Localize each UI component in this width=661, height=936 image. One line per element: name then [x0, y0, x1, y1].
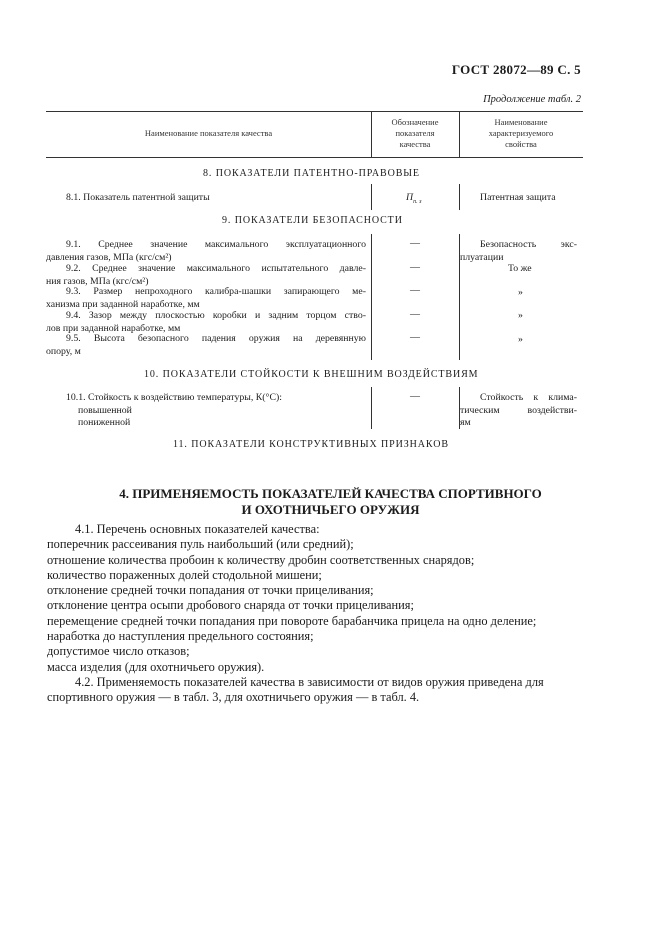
section-9-title: 9. ПОКАЗАТЕЛИ БЕЗОПАСНОСТИ [222, 215, 403, 226]
section-8-title: 8. ПОКАЗАТЕЛИ ПАТЕНТНО-ПРАВОВЫЕ [203, 168, 420, 179]
list-item: отклонение средней точки попадания от точки прицеливания; [47, 583, 374, 598]
list-item: допустимое число отказов; [47, 644, 190, 659]
row-9-3-name: 9.3. Размер непроходного калибра-шашки запирающего ме- ханизма при заданной наработке, мм [46, 286, 366, 310]
paragraph-4-1: 4.1. Перечень основных показателей качества: [75, 522, 320, 536]
row-9-4-symbol: — [410, 309, 420, 320]
table-continuation-label: Продолжение табл. 2 [483, 94, 581, 105]
row-8-1-name: 8.1. Показатель патентной защиты [66, 192, 210, 203]
list-item: перемещение средней точки попадания при повороте барабанчика прицела на одно деление; [47, 613, 537, 628]
section-4-title: 4. ПРИМЕНЯЕМОСТЬ ПОКАЗАТЕЛЕЙ КАЧЕСТВА СПОРТИВНОГО И ОХОТНИЧЬЕГО ОРУЖИЯ [119, 486, 542, 517]
row-10-1-symbol: — [410, 391, 420, 402]
row-9-2-name: 9.2. Среднее значение максимального испытательного давле- ния газов, МПа (кгс/см²) [46, 263, 366, 287]
row-10-1-property: Стойкость к клима- тическим воздействи- ям [460, 392, 577, 428]
sec9-divider-1 [371, 234, 372, 360]
paragraph-4-2: 4.2. Применяемость показателей качества в зависимости от видов оружия приведена для спортивного оружия — в табл. 3, для охотничьего оружия — в табл. 4. [47, 675, 544, 705]
row-9-5-symbol: — [410, 332, 420, 343]
row-9-4-name: 9.4. Зазор между плоскостью коробки и задним торцом ство- лов при заданной наработке, мм [46, 310, 366, 334]
list-item: наработка до наступления предельного состояния; [47, 629, 314, 644]
row-9-3-property: » [518, 287, 523, 298]
sec8-divider-1 [371, 184, 372, 210]
column-header-name: Наименование показателя качества [144, 128, 273, 138]
row-9-4-property: » [518, 310, 523, 321]
column-header-symbol: Обозначение показателя качества [391, 117, 439, 149]
row-8-1-property: Патентная защита [480, 192, 556, 203]
row-9-5-name: 9.5. Высота безопасного падения оружия на деревянную опору, м [46, 333, 366, 357]
row-9-2-property: То же [508, 263, 532, 274]
row-9-1-name: 9.1. Среднее значение максимального эксплуатационного давления газов, МПа (кгс/см²) [46, 239, 366, 263]
section-11-title: 11. ПОКАЗАТЕЛИ КОНСТРУКТИВНЫХ ПРИЗНАКОВ [173, 439, 449, 450]
table-header-rule [46, 157, 583, 158]
row-9-1-property: Безопасность экс- плуатации [460, 239, 577, 263]
section-10-title: 10. ПОКАЗАТЕЛИ СТОЙКОСТИ К ВНЕШНИМ ВОЗДЕЙСТВИЯМ [144, 369, 479, 380]
column-header-property: Наименование характеризуемого свойства [488, 117, 554, 149]
list-item: поперечник рассеивания пуль наибольший (или средний); [47, 537, 354, 552]
list-item: отклонение центра осыпи дробового снаряда от точки прицеливания; [47, 598, 414, 613]
section-4-list [47, 522, 536, 675]
standard-page-header: ГОСТ 28072—89 С. 5 [451, 62, 581, 77]
row-9-1-symbol: — [410, 238, 420, 249]
list-item: масса изделия (для охотничьего оружия). [47, 659, 265, 674]
list-item: количество пораженных долей стодольной мишени; [47, 567, 322, 582]
table-top-rule [46, 111, 583, 112]
row-9-3-symbol: — [410, 285, 420, 296]
row-9-2-symbol: — [410, 262, 420, 273]
row-10-1-name: 10.1. Стойкость к воздействию температуры, К(°С): повышенной пониженной [66, 392, 282, 428]
sec8-divider-2 [459, 184, 460, 210]
row-9-5-property: » [518, 334, 523, 345]
sec10-divider-1 [371, 387, 372, 429]
list-item: отношение количества пробоин к количеству дробин соответственных снарядов; [47, 552, 475, 567]
row-8-1-symbol: $П_{п. з}$ [406, 192, 422, 205]
